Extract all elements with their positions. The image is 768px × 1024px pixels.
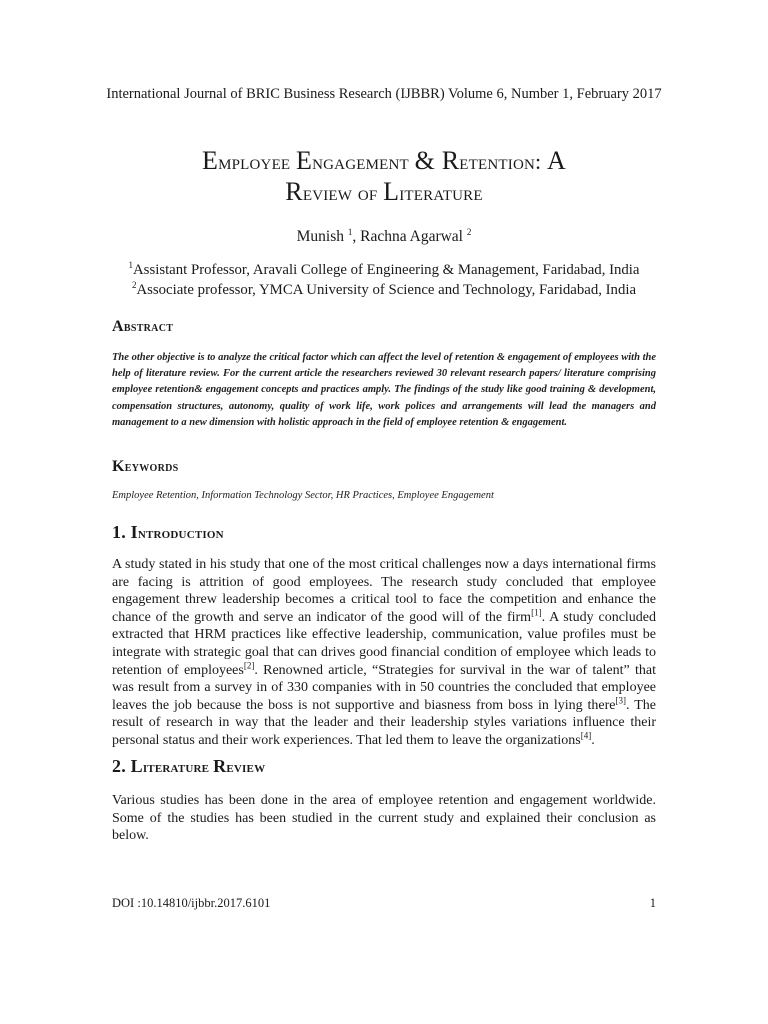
citation-mark: [4] xyxy=(580,730,592,741)
author-name: Munish xyxy=(296,228,348,245)
citation-mark: [1] xyxy=(531,607,542,618)
affiliation-2: $^2$Associate professor, YMCA University of Science and Technology, Faridabad, India xyxy=(131,280,637,298)
author-name: , Rachna Agarwal xyxy=(352,228,467,245)
author-affiliation-mark: 1 xyxy=(347,226,353,237)
abstract-text: The other objective is to analyze the critical factor which can affect the level of retention & engagement of employees with the help of literature review. For the current article the researchers reviewed 30 relevant research papers/ literature comprising employee retention& engagement concepts and practices amply. The findings of the study like good training & development, compensation structures, autonomy, quality of work life, work polices and arrangements will lead the managers and management to a new dimension with holistic approach in the field of employee retention & engagement. xyxy=(112,352,656,428)
section-heading-literature-review: 2. Literature Review xyxy=(112,756,266,776)
page-number: 1 xyxy=(649,896,656,910)
footer-doi: DOI :10.14810/ijbbr.2017.6101 xyxy=(112,896,271,910)
affiliation-1: $^1$Assistant Professor, Aravali College of Engineering & Management, Faridabad, India xyxy=(128,260,640,278)
keywords-heading: Keywords xyxy=(112,458,179,475)
journal-header: International Journal of BRIC Business Research (IJBBR) Volume 6, Number 1, February 2017 xyxy=(106,86,662,102)
section-heading-introduction: 1. Introduction xyxy=(112,522,224,542)
abstract-heading: Abstract xyxy=(112,318,174,335)
title-line-2: Review of Literature xyxy=(285,177,483,206)
introduction-paragraph: A study stated in his study that one of the most critical challenges now a days international firms are facing is attrition of good employees. The research study concluded that employee engagement threw leadership becomes a critical tool to face the competition and enhance the chance of the growth and serve an indicator of the good will of the firm[1]. A study concluded extracted that HRM practices like effective leadership, communication, value profiles must be integrate with strategic goal that can drives good financial condition of employee which leads to retention of employees[2]. Renowned article, “Strategies for survival in the war of talent” that was result from a survey in of 330 companies with in 50 countries the concluded that employee leaves the job because the boss is not supportive and biasness from boss in lying there[3]. The result of research in way that the leader and their leadership styles variations influence their personal status and their work experiences. That led them to leave the organizations[4]. xyxy=(112,557,657,748)
keywords-text: Employee Retention, Information Technology Sector, HR Practices, Employee Engagement xyxy=(112,490,494,501)
title-line-1: Employee Engagement & Retention: A xyxy=(201,146,567,175)
citation-mark: [2] xyxy=(243,659,255,670)
author-affiliation-mark: 2 xyxy=(466,226,472,237)
author-list xyxy=(0,228,768,246)
literature-review-paragraph: Various studies has been done in the area of employee retention and engagement worldwide. Some of the studies has been studied in the current study and explained their conclusion as below. xyxy=(112,793,656,844)
paper-title xyxy=(84,146,684,208)
citation-mark: [3] xyxy=(615,695,627,706)
